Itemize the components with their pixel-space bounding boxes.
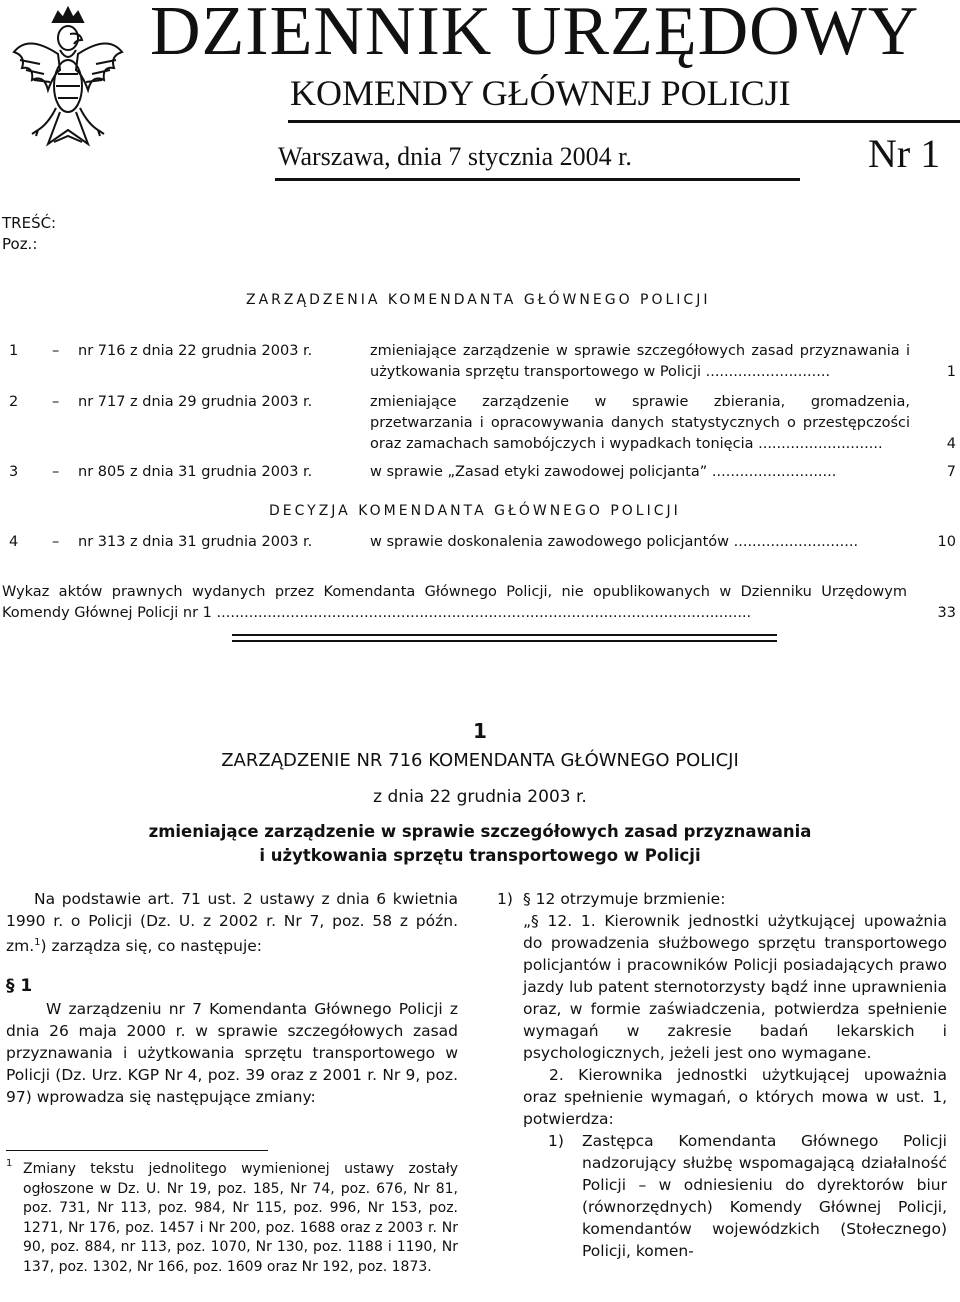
act-subject-line1: zmieniające zarządzenie w sprawie szczegółowych zasad przyznawania: [148, 822, 812, 841]
sub-item-label: 1): [548, 1132, 564, 1150]
act-number: 1: [473, 719, 487, 743]
journal-subtitle: KOMENDY GŁÓWNEJ POLICJI: [290, 73, 791, 113]
footnote-mark: 1: [6, 1158, 13, 1169]
contents-label: TREŚĆ:: [2, 214, 57, 232]
issue-date: Warszawa, dnia 7 stycznia 2004 r.: [278, 142, 632, 171]
toc-dash: –: [52, 534, 60, 550]
toc-entry-number: 1: [9, 343, 19, 359]
toc-wykaz[interactable]: [2, 582, 960, 624]
item-paragraph-1: „§ 12. 1. Kierownik jednostki użytkującej upoważnia do prowadzenia służbowego sprzętu transportowego policjantów i pracowników Policji posiadających prawo jazdy lub patent sternotorzysty bądź inne uprawnienia oraz, w formie zaświadczenia, potwierdza spełnienie wymagań w zakresie badań lekarskich i psychologicznych, jeżeli jest ono wymagane.: [523, 912, 947, 1062]
toc-entry-ref: nr 313 z dnia 31 grudnia 2003 r.: [78, 534, 313, 550]
toc-entry-desc: w sprawie doskonalenia zawodowego policjantów ...........................: [370, 534, 859, 550]
issue-number: Nr 1: [868, 131, 941, 176]
toc-entry-ref: nr 717 z dnia 29 grudnia 2003 r.: [78, 394, 313, 410]
toc-entry-page: 4: [946, 436, 956, 452]
toc-wykaz-text: Wykaz aktów prawnych wydanych przez Komendanta Głównego Policji, nie opublikowanych w Dzienniku Urzędowym Komendy Głównej Policji nr 1 ....................................................................................................................: [2, 584, 907, 621]
section-heading-orders: ZARZĄDZENIA KOMENDANTA GŁÓWNEGO POLICJI: [246, 292, 711, 308]
separator-line-bottom: [232, 640, 777, 642]
sub-item-text: Zastępca Komendanta Głównego Policji nadzorujący służbę wspomagającą działalność Policji – w odniesieniu do dyrektorów biur (równorzędnych) Komendy Głównej Policji, komendantów wojewódzkich (Stołecznego) Policji, komen-: [582, 1132, 947, 1260]
toc-wykaz-page: 33: [937, 605, 956, 621]
toc-entry-page: 7: [946, 464, 956, 480]
preamble-text: Na podstawie art. 71 ust. 2 ustawy z dnia 6 kwietnia 1990 r. o Policji (Dz. U. z 2002 r. Nr 7, poz. 58 z późn. zm.: [6, 890, 458, 956]
toc-entry[interactable]: [0, 532, 960, 553]
item-label: 1): [497, 890, 513, 908]
toc-entry-number: 4: [9, 534, 19, 550]
toc-entry-number: 2: [9, 394, 19, 410]
item-paragraph-2: 2. Kierownika jednostki użytkującej upoważnia oraz spełnienie wymagań, o których mowa w ust. 1, potwierdza:: [523, 1066, 947, 1128]
toc-entry[interactable]: [0, 462, 960, 483]
act-subject-line2: i użytkowania sprzętu transportowego w Policji: [259, 846, 701, 865]
toc-entry-desc: w sprawie „Zasad etyki zawodowej policjanta” ...........................: [370, 464, 837, 480]
item-intro: § 12 otrzymuje brzmienie:: [523, 890, 726, 908]
masthead-rule-top: [288, 120, 960, 123]
section-heading-decision: DECYZJA KOMENDANTA GŁÓWNEGO POLICJI: [269, 503, 681, 519]
journal-title: DZIENNIK URZĘDOWY: [150, 0, 920, 70]
toc-entry-number: 3: [9, 464, 19, 480]
sub-item-1: [548, 1130, 947, 1262]
toc-entry-page: 1: [946, 364, 956, 380]
toc-entry-desc: zmieniające zarządzenie w sprawie zbierania, gromadzenia, przetwarzania i opracowywania danych statystycznych o przestępczości oraz zamachach samobójczych i wypadkach tonięcia ...........................: [370, 394, 910, 452]
toc-entry-desc: zmieniające zarządzenie w sprawie szczegółowych zasad przyznawania i użytkowania sprzętu transportowego w Policji ...........................: [370, 343, 910, 380]
amendment-item-1: [497, 888, 947, 1262]
paragraph-1-heading: § 1: [6, 976, 33, 996]
toc-entry-ref: nr 716 z dnia 22 grudnia 2003 r.: [78, 343, 313, 359]
act-title: ZARZĄDZENIE NR 716 KOMENDANTA GŁÓWNEGO POLICJI: [221, 750, 739, 771]
toc-dash: –: [52, 394, 60, 410]
masthead-rule-bottom: [275, 178, 800, 181]
footnote-text: Zmiany tekstu jednolitego wymienionej ustawy zostały ogłoszone w Dz. U. Nr 19, poz. 185, Nr 74, poz. 676, Nr 81, poz. 731, Nr 113, poz. 984, Nr 115, poz. 996, Nr 153, poz. 1271, Nr 176, poz. 1457 i Nr 200, poz. 1688 oraz z 2003 r. Nr 90, poz. 884, nr 113, poz. 1070, Nr 130, poz. 1188 i 1190, Nr 137, poz. 1302, Nr 166, poz. 1609 oraz Nr 192, poz. 1873.: [23, 1161, 458, 1275]
act-date: z dnia 22 grudnia 2003 r.: [373, 787, 587, 807]
separator-line-top: [232, 634, 777, 636]
footnote-rule: [6, 1150, 268, 1151]
polish-eagle-icon: [8, 4, 128, 154]
paragraph-1-text: W zarządzeniu nr 7 Komendanta Głównego Policji z dnia 26 maja 2000 r. w sprawie szczegółowych zasad przyznawania i użytkowania sprzętu transportowego w Policji (Dz. Urz. KGP Nr 4, poz. 39 oraz z 2001 r. Nr 9, poz. 97) wprowadza się następujące zmiany:: [6, 1000, 458, 1106]
toc-dash: –: [52, 343, 60, 359]
preamble-text-end: ) zarządza się, co następuje:: [40, 937, 263, 956]
toc-entry[interactable]: [0, 392, 960, 455]
toc-entry-page: 10: [937, 534, 956, 550]
footnote: [6, 1160, 458, 1277]
preamble: [6, 888, 458, 957]
toc-dash: –: [52, 464, 60, 480]
toc-entry-ref: nr 805 z dnia 31 grudnia 2003 r.: [78, 464, 313, 480]
toc-entry[interactable]: [0, 341, 960, 383]
footnote-ref: 1: [34, 937, 41, 948]
poz-label: Poz.:: [2, 235, 38, 253]
